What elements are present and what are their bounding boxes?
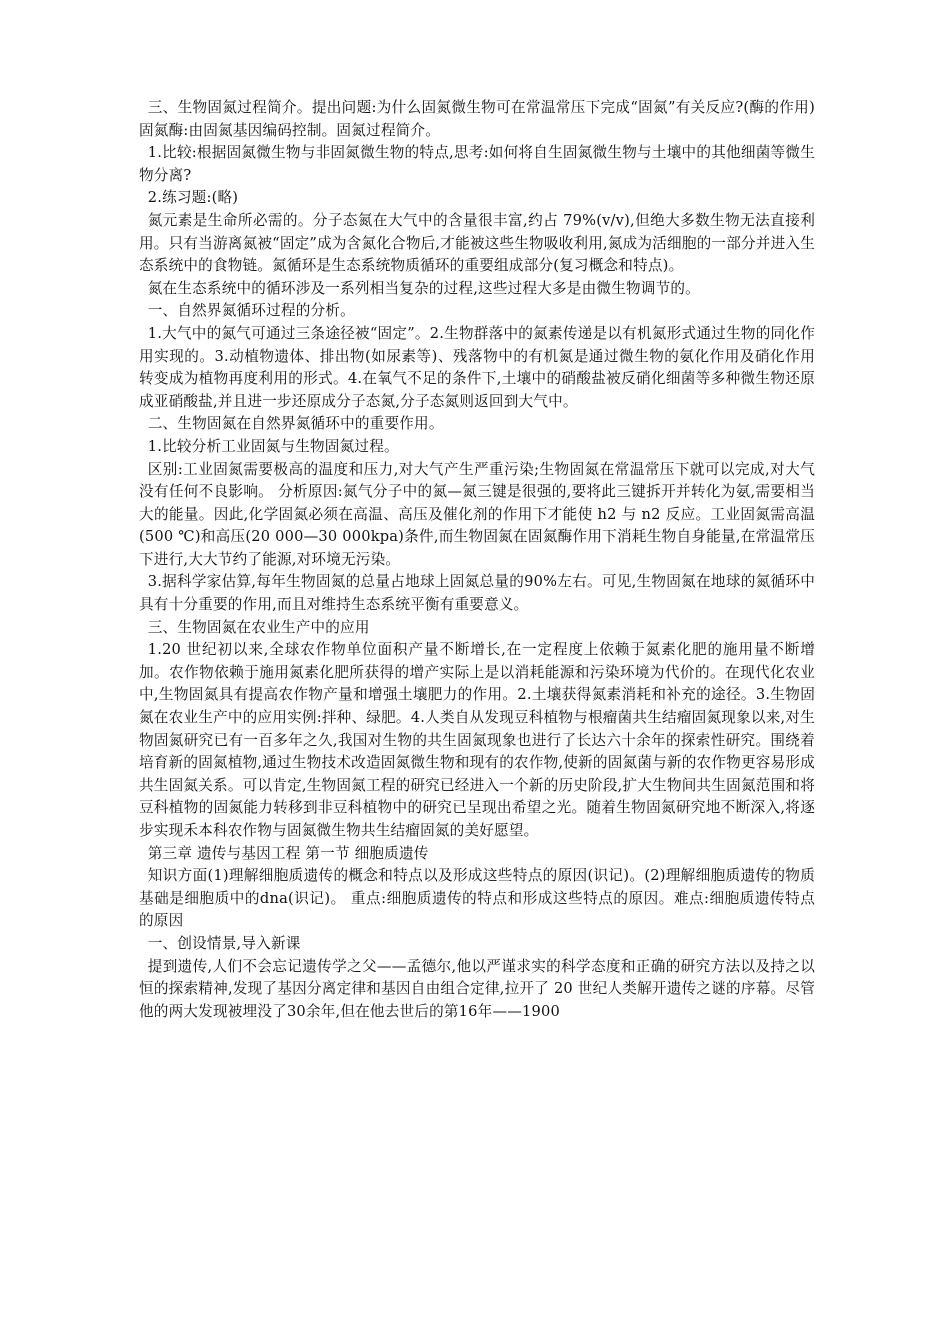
section-heading-natural-cycle: 一、自然界氮循环过程的分析。 [147,302,355,320]
paragraph-cycle-analysis: 1.大气中的氮气可通过三条途径被“固定”。2.生物群落中的氮素传递是以有机氮形式通过生物的同化作用实现的。3.动植物遗体、排出物(如尿素等)、残落物中的有机氮是通过微生物的氨化作用及硝化作用转变成为植物再度利用的形式。4.在氧气不足的条件下,土壤中的硝酸盐被反硝化细菌等多种微生物还原成亚硝酸盐,并且进一步还原成分子态氮,分子态氮则返回到大气中。 [139,324,815,410]
paragraph-knowledge-goals: 知识方面(1)理解细胞质遗传的概念和特点以及形成这些特点的原因(识记)。(2)理解细胞质遗传的物质基础是细胞质中的dna(识记)。 重点:细胞质遗传的特点和形成这些特点的原因。难点:细胞质遗传特点的原因 [139,867,815,930]
section-heading-agriculture: 三、生物固氮在农业生产中的应用 [147,618,370,636]
paragraph-mendel: 提到遗传,人们不会忘记遗传学之父——孟德尔,他以严谨求实的科学态度和正确的研究方法以及持之以恒的探索精神,发现了基因分离定律和基因自由组合定律,拉开了 20 世纪人类解开遗传之谜的序幕。尽管他的两大发现被埋没了30余年,但在他去世后的第16年——1900 [139,957,815,1020]
paragraph-nitrogen-cycle-overview: 氮在生态系统中的循环涉及一系列相当复杂的过程,这些过程大多是由微生物调节的。 [147,279,700,297]
paragraph-compare-microbes: 1.比较:根据固氮微生物与非固氮微生物的特点,思考:如何将自生固氮微生物与土壤中的其他细菌等微生物分离? [139,144,815,184]
section-heading-biological-fixation-role: 二、生物固氮在自然界氮循环中的重要作用。 [147,415,444,433]
paragraph-estimate: 3.据科学家估算,每年生物固氮的总量占地球上固氮总量的90%左右。可见,生物固氮在地球的氮循环中具有十分重要的作用,而且对维持生态系统平衡有重要意义。 [139,573,815,614]
paragraph-fixation-process-intro: 三、生物固氮过程简介。提出问题:为什么固氮微生物可在常温常压下完成“固氮”有关反应?(酶的作用)固氮酶:由固氮基因编码控制。固氮过程简介。 [139,99,815,139]
document-page [139,97,815,1023]
paragraph-compare-industrial: 1.比较分析工业固氮与生物固氮过程。 [147,437,399,455]
section-heading-introduction: 一、创设情景,导入新课 [147,934,301,952]
paragraph-exercise: 2.练习题:(略) [147,189,239,207]
paragraph-difference-reason: 区别:工业固氮需要极高的温度和压力,对大气产生严重污染;生物固氮在常温常压下就可以完成,对大气没有任何不良影响。 分析原因:氮气分子中的氮—氮三键是很强的,要将此三键拆开并转化为氨,需要相当大的能量。因此,化学固氮必须在高温、高压及催化剂的作用下才能使 h2 与 n2 反应。工业固氮需高温(500 ℃)和高压(20 000—30 000kpa)条件,而生物固氮在固氮酶作用下消耗生物自身能量,在常温常压下进行,大大节约了能源,对环境无污染。 [139,460,815,568]
paragraph-nitrogen-element: 氮元素是生命所必需的。分子态氮在大气中的含量很丰富,约占 79%(v/v),但绝大多数生物无法直接利用。只有当游离氮被“固定”成为含氮化合物后,才能被这些生物吸收利用,氮成为活细胞的一部分并进入生态系统中的食物链。氮循环是生态系统物质循环的重要组成部分(复习概念和特点)。 [139,211,815,275]
chapter-heading: 第三章 遗传与基因工程 第一节 细胞质遗传 [147,844,429,862]
paragraph-agriculture-application: 1.20 世纪初以来,全球农作物单位面积产量不断增长,在一定程度上依赖于氮素化肥的施用量不断增加。农作物依赖于施用氮素化肥所获得的增产实际上是以消耗能源和污染环境为代价的。在现代化农业中,生物固氮具有提高农作物产量和增强土壤肥力的作用。2.土壤获得氮素消耗和补充的途径。3.生物固氮在农业生产中的应用实例:拌种、绿肥。4.人类自从发现豆科植物与根瘤菌共生结瘤固氮现象以来,对生物固氮研究已有一百多年之久,我国对生物的共生固氮现象也进行了长达六十余年的探索性研究。围绕着培育新的固氮植物,通过生物技术改造固氮微生物和现有的农作物,使新的固氮菌与新的农作物更容易形成共生固氮关系。可以肯定,生物固氮工程的研究已经进入一个新的历史阶段,扩大生物间共生固氮范围和将豆科植物的固氮能力转移到非豆科植物中的研究已呈现出希望之光。随着生物固氮研究地不断深入,将逐步实现禾本科农作物与固氮微生物共生结瘤固氮的美好愿望。 [139,641,815,839]
